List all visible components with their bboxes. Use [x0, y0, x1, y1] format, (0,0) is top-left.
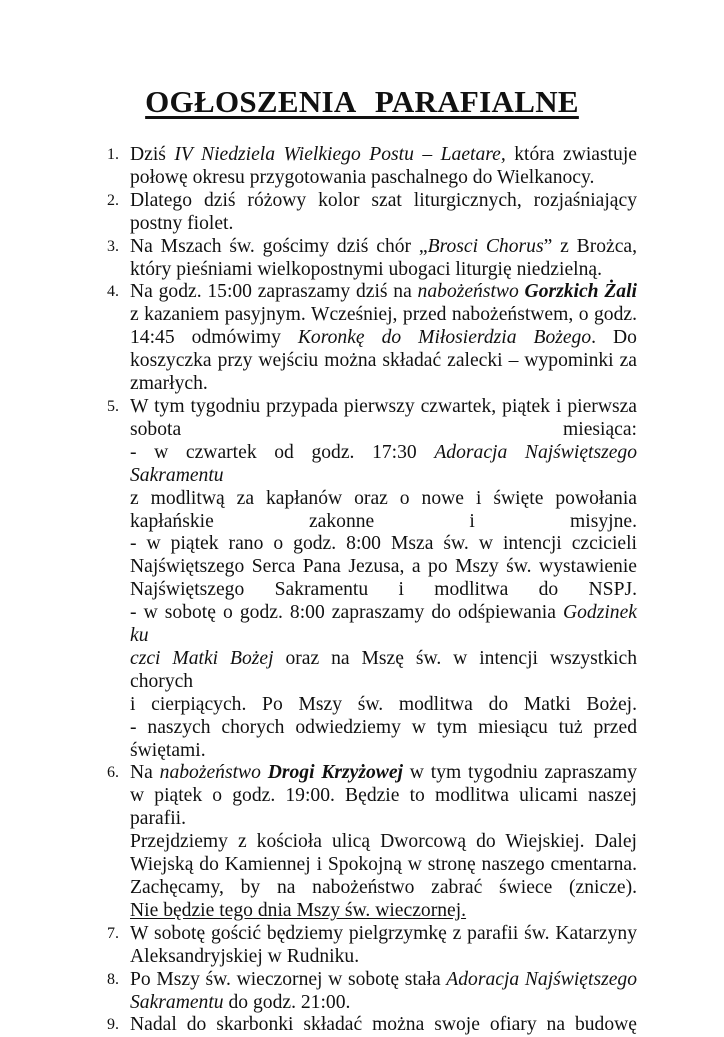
text-line [130, 740, 637, 763]
item-number: 4. [107, 283, 119, 301]
text-run: Na Mszach św. gościmy dziś chór „ [130, 235, 428, 257]
page-title-text: OGŁOSZENIA PARAFIALNE [145, 84, 579, 119]
text-line [130, 213, 637, 236]
text-line [130, 694, 637, 717]
announcement-item [107, 281, 637, 396]
announcement-item [107, 1014, 637, 1037]
text-run: - naszych chorych odwiedziemy w tym miesiącu tuż przed [130, 716, 637, 738]
text-line [130, 648, 637, 694]
text-run: Najświętszego Serca Pana Jezusa, a po Mszy św. wystawienie [130, 556, 637, 578]
text-run: W sobotę gościć będziemy pielgrzymkę z parafii św. Katarzyny [130, 922, 637, 944]
emphasized-text: Brosci Chorus [427, 235, 544, 257]
text-run: w tym tygodniu zapraszamy [403, 762, 638, 784]
text-line [130, 259, 637, 282]
text-line [130, 877, 637, 900]
text-line [130, 992, 637, 1015]
text-line [130, 831, 637, 854]
announcement-item [107, 395, 637, 763]
text-run: do godz. 21:00. [223, 991, 351, 1013]
text-run: która zwiastuje [505, 144, 637, 165]
emphasized-text: Adoracja Najświętszego Sakramentu [130, 441, 637, 486]
text-line [130, 579, 637, 602]
text-run: Na [130, 762, 160, 784]
text-line [130, 556, 637, 579]
announcement-item [107, 189, 637, 236]
text-line [130, 923, 637, 946]
text-line [130, 167, 637, 190]
underlined-text: Nie będzie tego dnia Mszy św. wieczornej. [130, 899, 467, 921]
text-run: oraz na Mszę św. w intencji wszystkich chorych [130, 647, 637, 692]
text-line [130, 144, 637, 167]
text-run: 14:45 odmówimy [130, 327, 298, 349]
item-number: 5. [107, 397, 119, 415]
text-run: połowę okresu przygotowania paschalnego do Wielkanocy. [130, 166, 595, 188]
text-line [130, 900, 637, 923]
item-number: 9. [107, 1016, 119, 1034]
text-line [130, 1014, 637, 1037]
text-run: zmarłych. [130, 373, 208, 395]
text-run: kapłańskie zakonne i misyjne. [130, 510, 637, 532]
text-line [130, 969, 637, 992]
text-line [130, 717, 637, 740]
text-run: z kazaniem pasyjnym. Wcześniej, przed nabożeństwem, o godz. [130, 304, 637, 326]
text-line [130, 304, 637, 327]
emphasized-text: Gorzkich Żali [524, 281, 637, 303]
text-line [130, 281, 637, 304]
emphasized-text: Adoracja Najświętszego [446, 968, 637, 990]
text-line [130, 327, 637, 350]
text-run: koszyczka przy wejściu można składać zalecki – wypominki za [130, 350, 637, 372]
text-line [130, 419, 637, 442]
text-line [130, 533, 637, 556]
text-run: świętami. [130, 739, 206, 761]
text-run: - w czwartek od godz. 17:30 [130, 441, 435, 463]
announcement-item [107, 968, 637, 1015]
announcement-item [107, 922, 637, 969]
emphasized-text: Koronkę do Miłosierdzia Bożego [297, 327, 592, 349]
emphasized-text: IV Niedziela Wielkiego Postu – Laetare, [174, 144, 506, 165]
text-run: - w sobotę o godz. 8:00 zapraszamy do odśpiewania [130, 602, 563, 624]
text-run: Zachęcamy, by na nabożeństwo zabrać świece (znicze). [130, 877, 637, 898]
announcement-item [107, 144, 637, 190]
text-line [130, 396, 637, 419]
text-run: W tym tygodniu przypada pierwszy czwartek, piątek i pierwsza [130, 395, 637, 417]
text-run: ” z Brożca, [543, 235, 637, 257]
page-title [0, 84, 724, 120]
emphasized-text: Sakramentu [130, 991, 224, 1013]
text-run: Na godz. 15:00 zapraszamy dziś na [130, 281, 418, 303]
text-line [130, 511, 637, 534]
text-run: Aleksandryjskiej w Rudniku. [130, 945, 360, 967]
item-number: 1. [107, 146, 119, 163]
text-run: . Do [591, 327, 637, 349]
emphasized-text: nabożeństwo [159, 762, 268, 784]
text-line [130, 350, 637, 373]
text-line [130, 854, 637, 877]
text-run: Przejdziemy z kościoła ulicą Dworcową do Wiejskiej. Dalej [130, 831, 637, 853]
emphasized-text: Drogi Krzyżowej [267, 762, 403, 784]
item-number: 3. [107, 237, 119, 255]
text-line [130, 442, 637, 488]
text-run: który pieśniami wielkopostnymi ubogaci liturgię niedzielną. [130, 258, 602, 280]
text-run: z modlitwą za kapłanów oraz o nowe i święte powołania [130, 487, 637, 509]
text-run: - w piątek rano o godz. 8:00 Msza św. w intencji czcicieli [130, 533, 637, 555]
text-run: Nadal do skarbonki składać można swoje ofiary na budowę [130, 1014, 637, 1036]
emphasized-text: Godzinek ku [130, 602, 637, 647]
text-line [130, 785, 637, 831]
text-run: sobota miesiąca: [130, 418, 637, 440]
announcement-item [107, 235, 637, 282]
announcement-item [107, 762, 638, 922]
text-line [130, 762, 637, 785]
text-line [130, 488, 637, 511]
text-run: Dlatego dziś różowy kolor szat liturgicznych, rozjaśniający [130, 189, 637, 211]
item-number: 6. [107, 764, 119, 782]
text-line [130, 373, 637, 396]
text-line [130, 236, 637, 259]
text-line [130, 946, 637, 969]
text-run: Wiejską do Kamiennej i Spokojną w stronę naszego cmentarna. [130, 854, 637, 876]
item-number: 2. [107, 191, 119, 209]
text-run: Najświętszego Sakramentu i modlitwa do NSPJ. [130, 579, 637, 601]
text-run: postny fiolet. [130, 212, 234, 234]
text-run: w piątek o godz. 19:00. Będzie to modlitwa ulicami naszej parafii. [130, 785, 637, 830]
text-run: Dziś [130, 144, 175, 165]
emphasized-text: czci Matki Bożej [130, 647, 274, 669]
text-line [130, 190, 637, 213]
emphasized-text: nabożeństwo [417, 281, 525, 303]
announcements-list [107, 144, 638, 1037]
item-number: 7. [107, 924, 119, 942]
text-run: Po Mszy św. wieczornej w sobotę stała [130, 968, 447, 990]
item-number: 8. [107, 970, 119, 988]
text-run: i cierpiących. Po Mszy św. modlitwa do Matki Bożej. [130, 693, 637, 715]
text-line [130, 602, 637, 648]
